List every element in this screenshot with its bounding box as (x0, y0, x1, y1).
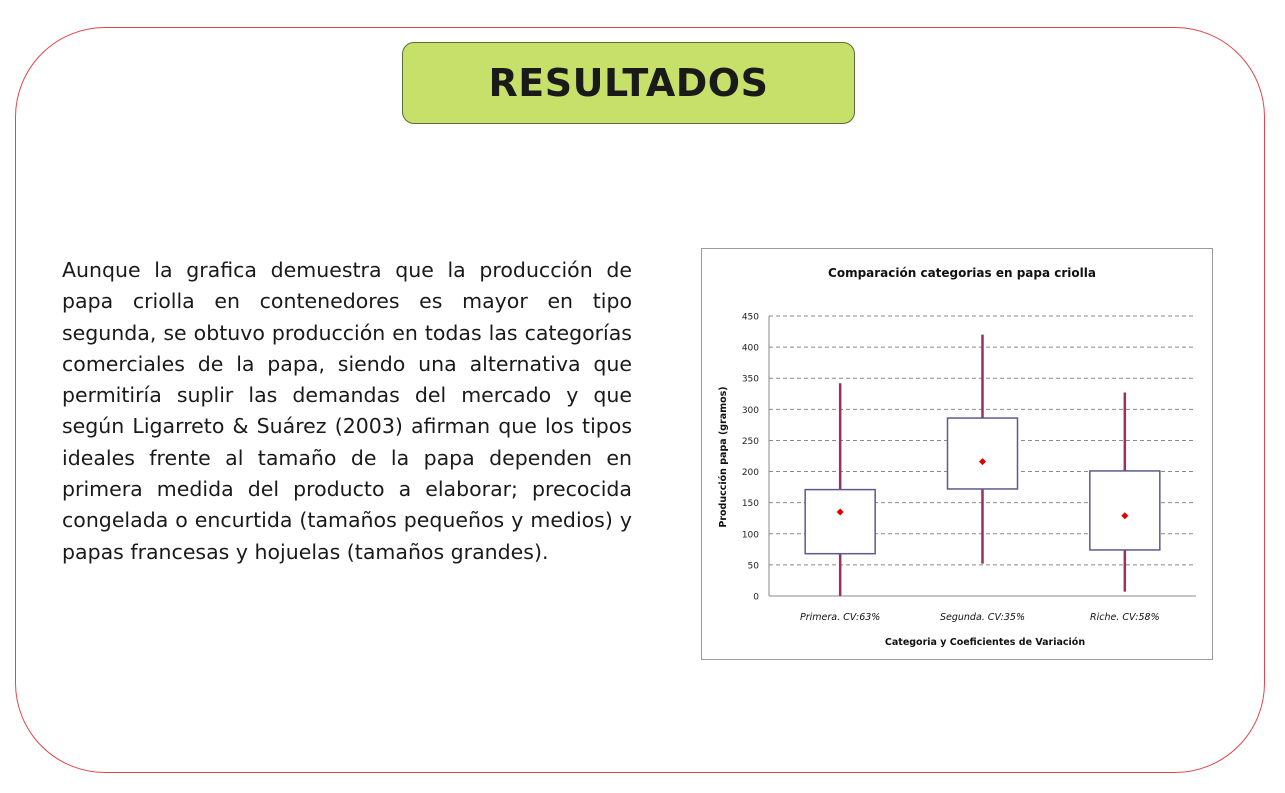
chart-panel (701, 248, 1213, 660)
box (948, 418, 1018, 489)
y-tick-label: 350 (741, 374, 759, 385)
y-tick-label: 50 (747, 561, 759, 572)
slide-title: RESULTADOS (488, 61, 769, 105)
y-tick-label: 250 (741, 436, 759, 447)
x-tick-label: Segunda. CV:35% (939, 612, 1026, 623)
boxplot-chart (702, 249, 1212, 659)
y-tick-label: 400 (741, 343, 759, 354)
y-tick-label: 200 (741, 468, 759, 479)
box (1090, 471, 1160, 550)
x-tick-label: Riche. CV:58% (1090, 612, 1160, 623)
y-tick-label: 300 (741, 405, 759, 416)
box-group (948, 335, 1018, 564)
chart-title: Comparación categorias en papa criolla (828, 266, 1096, 280)
y-tick-label: 150 (741, 499, 759, 510)
x-tick-label: Primera. CV:63% (799, 612, 881, 623)
y-tick-label: 100 (741, 530, 759, 541)
y-tick-label: 450 (741, 312, 759, 323)
title-banner (402, 42, 855, 124)
x-axis-label: Categoria y Coeficientes de Variación (884, 637, 1086, 648)
y-axis-label: Producción papa (gramos) (718, 386, 729, 528)
y-tick-label: 0 (753, 592, 759, 603)
box-group (805, 383, 875, 596)
box-group (1090, 393, 1160, 592)
body-paragraph: Aunque la grafica demuestra que la producción de papa criolla en contenedores es mayor en tipo segunda, se obtuvo producción en todas las categorías comerciales de la papa, siendo una alternativa que permitiría suplir las demandas del mercado y que según Ligarreto & Suárez (2003) afirman que los tipos ideales frente al tamaño de la papa dependen en primera medida del producto a elaborar; precocida congelada o encurtida (tamaños pequeños y medios) y papas francesas y hojuelas (tamaños grandes). (62, 258, 632, 564)
box (805, 490, 875, 554)
